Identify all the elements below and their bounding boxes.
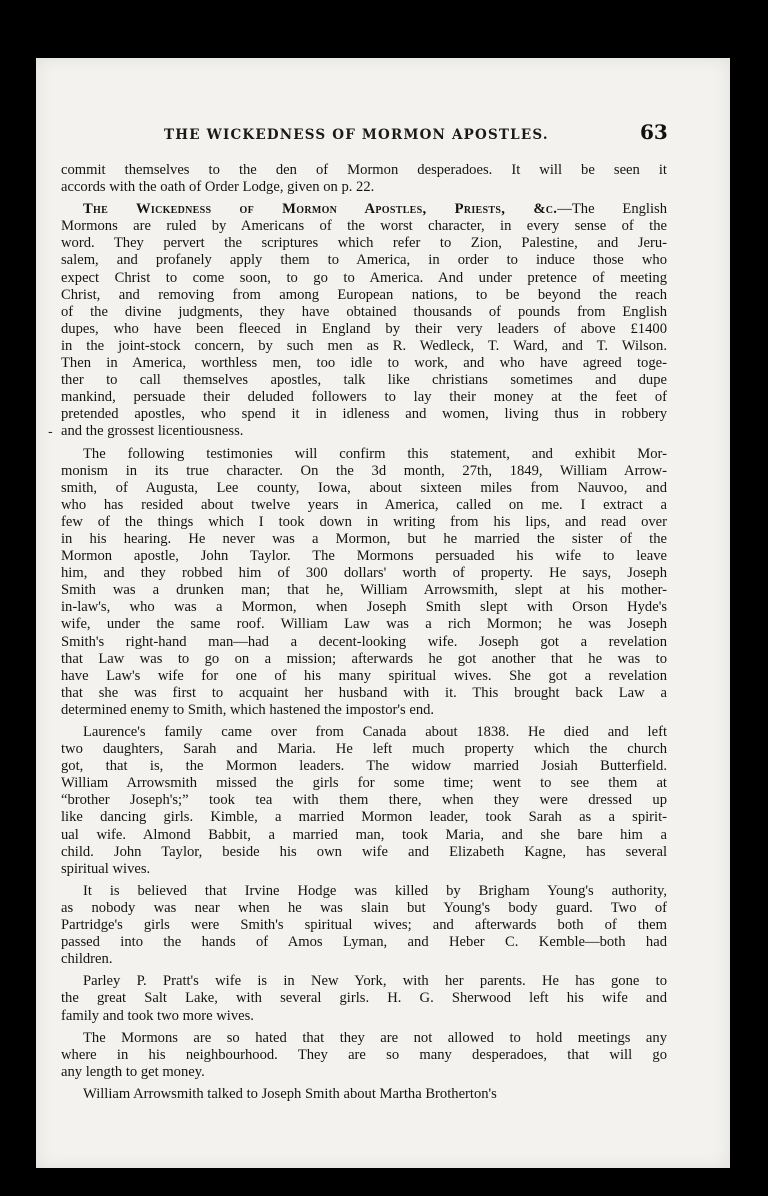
text-line: who has resided about twelve years in America, called on me. I extract a	[61, 496, 667, 513]
page-number: 63	[640, 120, 668, 144]
text-line: Smith was a drunken man; that he, William Arrowsmith, slept at his mother-	[61, 582, 667, 599]
page-header	[36, 120, 730, 150]
paragraph	[61, 201, 667, 440]
text-line: wife, under the same roof. William Law was a rich Mormon; he was Joseph	[61, 616, 667, 633]
text-line: two daughters, Sarah and Maria. He left much property which the church	[61, 741, 667, 758]
margin-mark: -	[48, 424, 53, 440]
text-line: Mormons are ruled by Americans of the worst character, in every sense of the	[61, 218, 667, 235]
text-line: pretended apostles, who spend it in idleness and women, living thus in robbery	[61, 406, 667, 423]
text-line: got, that is, the Mormon leaders. The widow married Josiah Butterfield.	[61, 758, 667, 775]
paragraph	[61, 973, 667, 1024]
text-line: The Mormons are so hated that they are not allowed to hold meetings any	[83, 1029, 667, 1046]
text-line-rest: —The English	[557, 201, 668, 218]
body-text	[61, 162, 667, 1103]
text-line: passed into the hands of Amos Lyman, and Heber C. Kemble—both had	[61, 934, 667, 951]
text-line: that she was first to acquaint her husband with it. This brought back Law a	[61, 684, 667, 701]
text-line: and the grossest licentiousness.	[61, 423, 244, 440]
section-lead: The Wickedness of Mormon Apostles, Priests, &c.	[83, 201, 558, 218]
text-line: have Law's wife for one of his many spiritual wives. She got a revelation	[61, 667, 667, 684]
text-line: Partridge's girls were Smith's spiritual wives; and afterwards both of them	[61, 917, 667, 934]
text-line: family and took two more wives.	[61, 1007, 254, 1024]
text-line: Mormon apostle, John Taylor. The Mormons persuaded his wife to leave	[61, 548, 667, 565]
text-line: any length to get money.	[61, 1063, 205, 1080]
text-line: in his hearing. He never was a Mormon, but he married the sister of the	[61, 530, 667, 547]
text-line: spiritual wives.	[61, 860, 151, 877]
paragraph	[61, 724, 667, 878]
text-line: where in his neighbourhood. They are so many desperadoes, that will go	[61, 1046, 667, 1063]
text-line: Christ, and removing from among European nations, to be beyond the reach	[61, 286, 667, 303]
text-line: salem, and profanely apply them to America, in order to induce those who	[61, 252, 667, 269]
text-line: dupes, who have been fleeced in England by their very leaders of above £1400	[61, 320, 667, 337]
text-line: monism in its true character. On the 3d month, 27th, 1849, William Arrow-	[61, 462, 667, 479]
text-line: “brother Joseph's;” took tea with them there, when they were dressed up	[61, 792, 667, 809]
text-line: Then in America, worthless men, too idle to work, and who have agreed toge-	[61, 355, 667, 372]
text-line: as nobody was near when he was slain but Young's body guard. Two of	[61, 899, 667, 916]
text-line: that Law was to go on a mission; afterwards he got another that he was to	[61, 650, 667, 667]
text-line: William Arrowsmith talked to Joseph Smith about Martha Brotherton's	[83, 1085, 497, 1102]
text-line: in-law's, who was a Mormon, when Joseph Smith slept with Orson Hyde's	[61, 599, 667, 616]
text-line	[61, 201, 667, 218]
text-line: ther to call themselves apostles, talk like christians sometimes and dupe	[61, 372, 667, 389]
text-line: ual wife. Almond Babbit, a married man, took Maria, and she bare him a	[61, 826, 667, 843]
paragraph	[61, 446, 667, 720]
text-line: of the divine judgments, they have obtained thousands of pounds from English	[61, 303, 667, 320]
text-line: like dancing girls. Kimble, a married Mormon leader, took Sarah as a spirit-	[61, 809, 667, 826]
text-line: determined enemy to Smith, which hastened the impostor's end.	[61, 701, 435, 718]
running-title: THE WICKEDNESS OF MORMON APOSTLES.	[164, 127, 549, 143]
text-line: Laurence's family came over from Canada about 1838. He died and left	[83, 724, 667, 740]
text-line: the great Salt Lake, with several girls. H. G. Sherwood left his wife and	[61, 990, 667, 1007]
text-line: word. They pervert the scriptures which refer to Zion, Palestine, and Jeru-	[61, 235, 667, 252]
text-line: smith, of Augusta, Lee county, Iowa, about sixteen miles from Nauvoo, and	[61, 479, 667, 496]
text-line: accords with the oath of Order Lodge, given on p. 22.	[61, 179, 375, 196]
text-line: Smith's right-hand man—had a decent-looking wife. Joseph got a revelation	[61, 633, 667, 650]
text-line: Parley P. Pratt's wife is in New York, with her parents. He has gone to	[83, 973, 667, 990]
text-line: him, and they robbed him of 300 dollars' worth of property. He says, Joseph	[61, 565, 667, 582]
book-page	[36, 58, 730, 1168]
text-line: It is believed that Irvine Hodge was killed by Brigham Young's authority,	[83, 882, 667, 899]
text-line: expect Christ to come soon, to go to America. And under pretence of meeting	[61, 269, 667, 286]
text-line: mankind, persuade their deluded followers to lay their money at the feet of	[61, 389, 667, 406]
paragraph	[61, 1086, 667, 1103]
paragraph	[61, 162, 667, 196]
text-line: in the joint-stock concern, by such men as R. Wedleck, T. Ward, and T. Wilson.	[61, 337, 667, 354]
text-line: children.	[61, 951, 113, 968]
text-line: child. John Taylor, beside his own wife and Elizabeth Kagne, has several	[61, 843, 667, 860]
text-line: few of the things which I took down in writing from his lips, and read over	[61, 513, 667, 530]
text-line: The following testimonies will confirm this statement, and exhibit Mor-	[83, 445, 667, 462]
paragraph	[61, 883, 667, 968]
text-line: commit themselves to the den of Mormon desperadoes. It will be seen it	[61, 162, 667, 178]
text-line: William Arrowsmith missed the girls for some time; went to see them at	[61, 775, 667, 792]
paragraph	[61, 1030, 667, 1081]
